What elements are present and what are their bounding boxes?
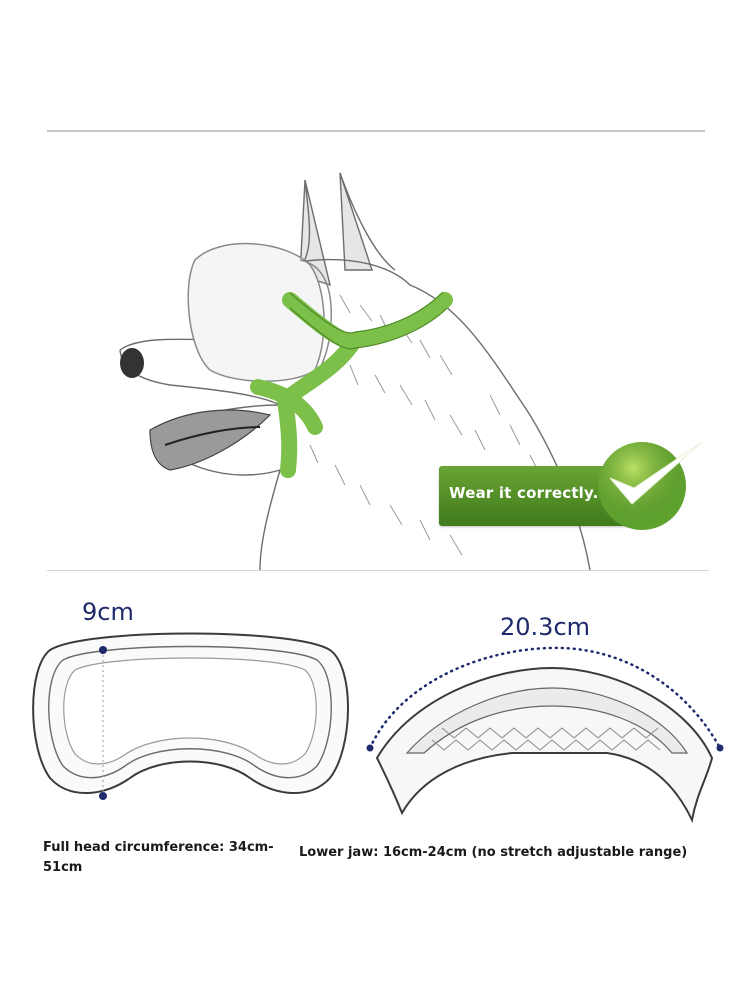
section-divider	[47, 570, 709, 571]
goggles-top-view	[362, 628, 730, 823]
width-measure-label: 20.3cm	[500, 613, 591, 641]
badge-label: Wear it correctly.	[449, 484, 599, 502]
height-measure-label: 9cm	[82, 598, 134, 626]
check-icon	[592, 436, 707, 531]
head-circumference-caption: Full head circumference: 34cm-51cm	[43, 840, 274, 875]
lower-jaw-caption: Lower jaw: 16cm-24cm (no stretch adjustable range)	[299, 845, 688, 860]
top-divider	[47, 130, 705, 132]
goggles-front-view	[25, 628, 355, 810]
